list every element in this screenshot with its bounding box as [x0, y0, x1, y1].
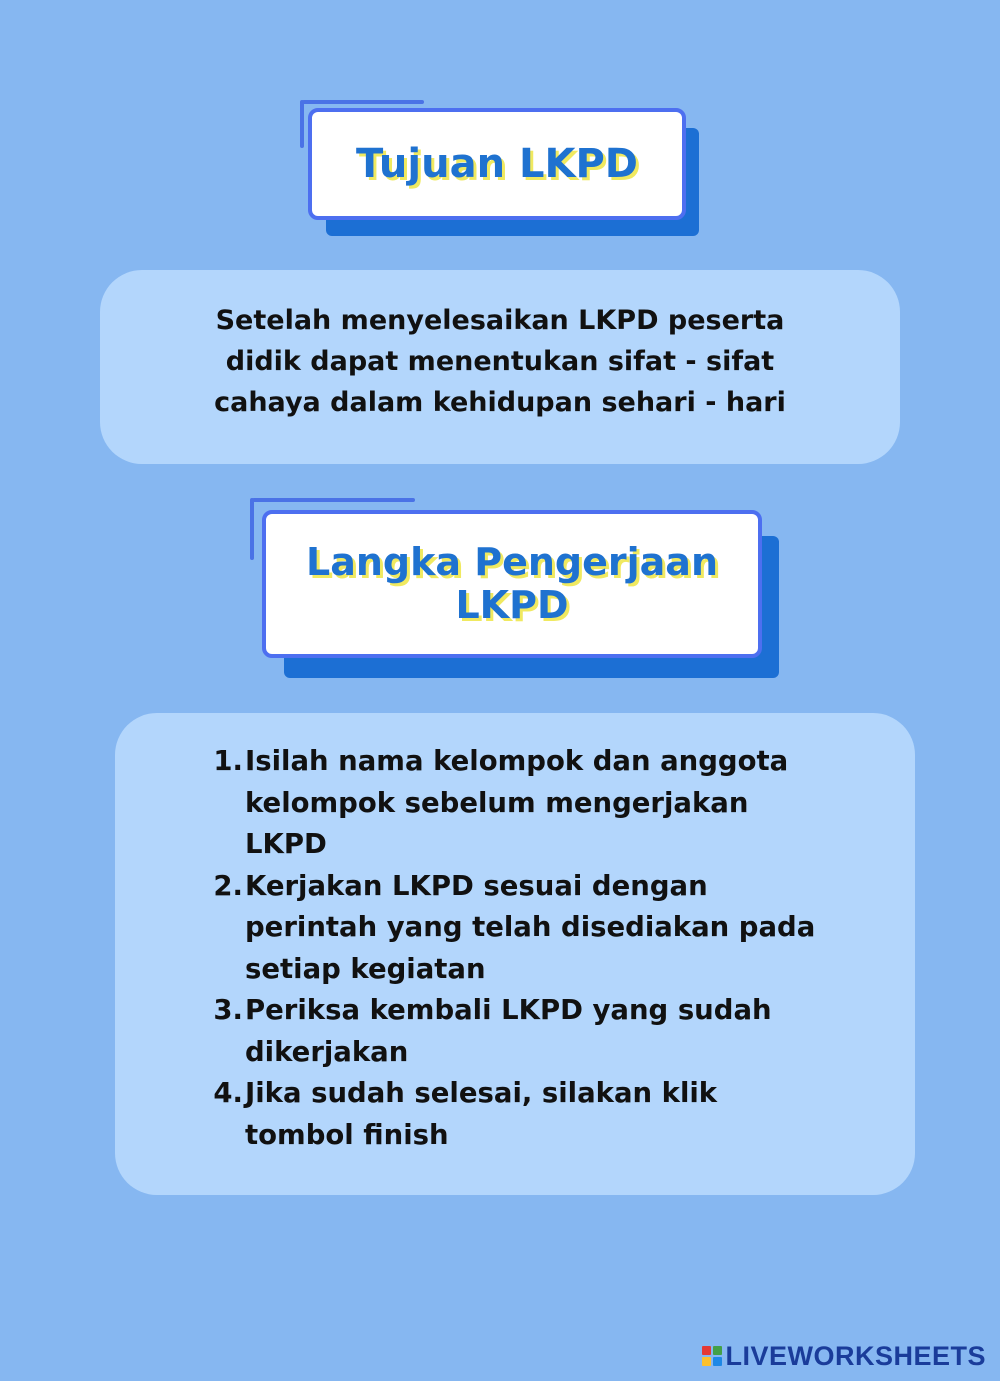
step-line: Isilah nama kelompok dan anggota — [245, 745, 789, 777]
step-line: perintah yang telah disediakan pada — [245, 911, 816, 943]
step-number: 2. — [213, 869, 243, 902]
logo-square — [713, 1357, 722, 1366]
step-number: 4. — [213, 1077, 243, 1109]
liveworksheets-wordmark: LIVEWORKSHEETS — [725, 1340, 986, 1371]
step-number: 1. — [213, 745, 243, 777]
goal-card — [100, 270, 900, 464]
logo-square — [702, 1357, 711, 1366]
steps-list — [207, 741, 847, 1156]
liveworksheets-mark-icon — [702, 1346, 722, 1366]
goal-title-box — [308, 108, 686, 220]
step-item — [207, 990, 847, 1073]
goal-line: cahaya dalam kehidupan sehari - hari — [214, 387, 786, 418]
step-line: setiap kegiatan — [245, 952, 486, 985]
step-line: Jika sudah selesai, silakan klik — [245, 1077, 718, 1109]
step-item — [207, 866, 847, 991]
step-line: tombol finish — [245, 1118, 449, 1151]
steps-card — [115, 713, 915, 1195]
goal-title: Tujuan LKPD — [356, 140, 638, 187]
goal-line: Setelah menyelesaikan LKPD peserta — [215, 305, 785, 336]
logo-square — [702, 1346, 711, 1355]
steps-title-accent-top — [252, 498, 415, 502]
steps-title-box — [262, 510, 762, 658]
step-line: Periksa kembali LKPD yang sudah — [245, 994, 772, 1026]
step-item — [207, 1073, 847, 1156]
liveworksheets-logo — [702, 1341, 986, 1371]
step-line: Kerjakan LKPD sesuai dengan — [245, 869, 708, 902]
step-line: dikerjakan — [245, 1035, 409, 1068]
step-item — [207, 741, 847, 866]
goal-description — [100, 300, 900, 423]
steps-title-line: LKPD — [455, 583, 569, 627]
step-line: LKPD — [245, 828, 327, 860]
goal-title-accent-left — [300, 100, 304, 148]
logo-square — [713, 1346, 722, 1355]
goal-line: didik dapat menentukan sifat - sifat — [225, 346, 775, 377]
step-number: 3. — [213, 994, 243, 1026]
steps-title-accent-left — [250, 498, 254, 560]
goal-title-accent-top — [302, 100, 424, 104]
steps-title-line: Langka Pengerjaan — [305, 540, 718, 585]
step-line: kelompok sebelum mengerjakan — [245, 786, 749, 819]
steps-title — [306, 541, 718, 626]
